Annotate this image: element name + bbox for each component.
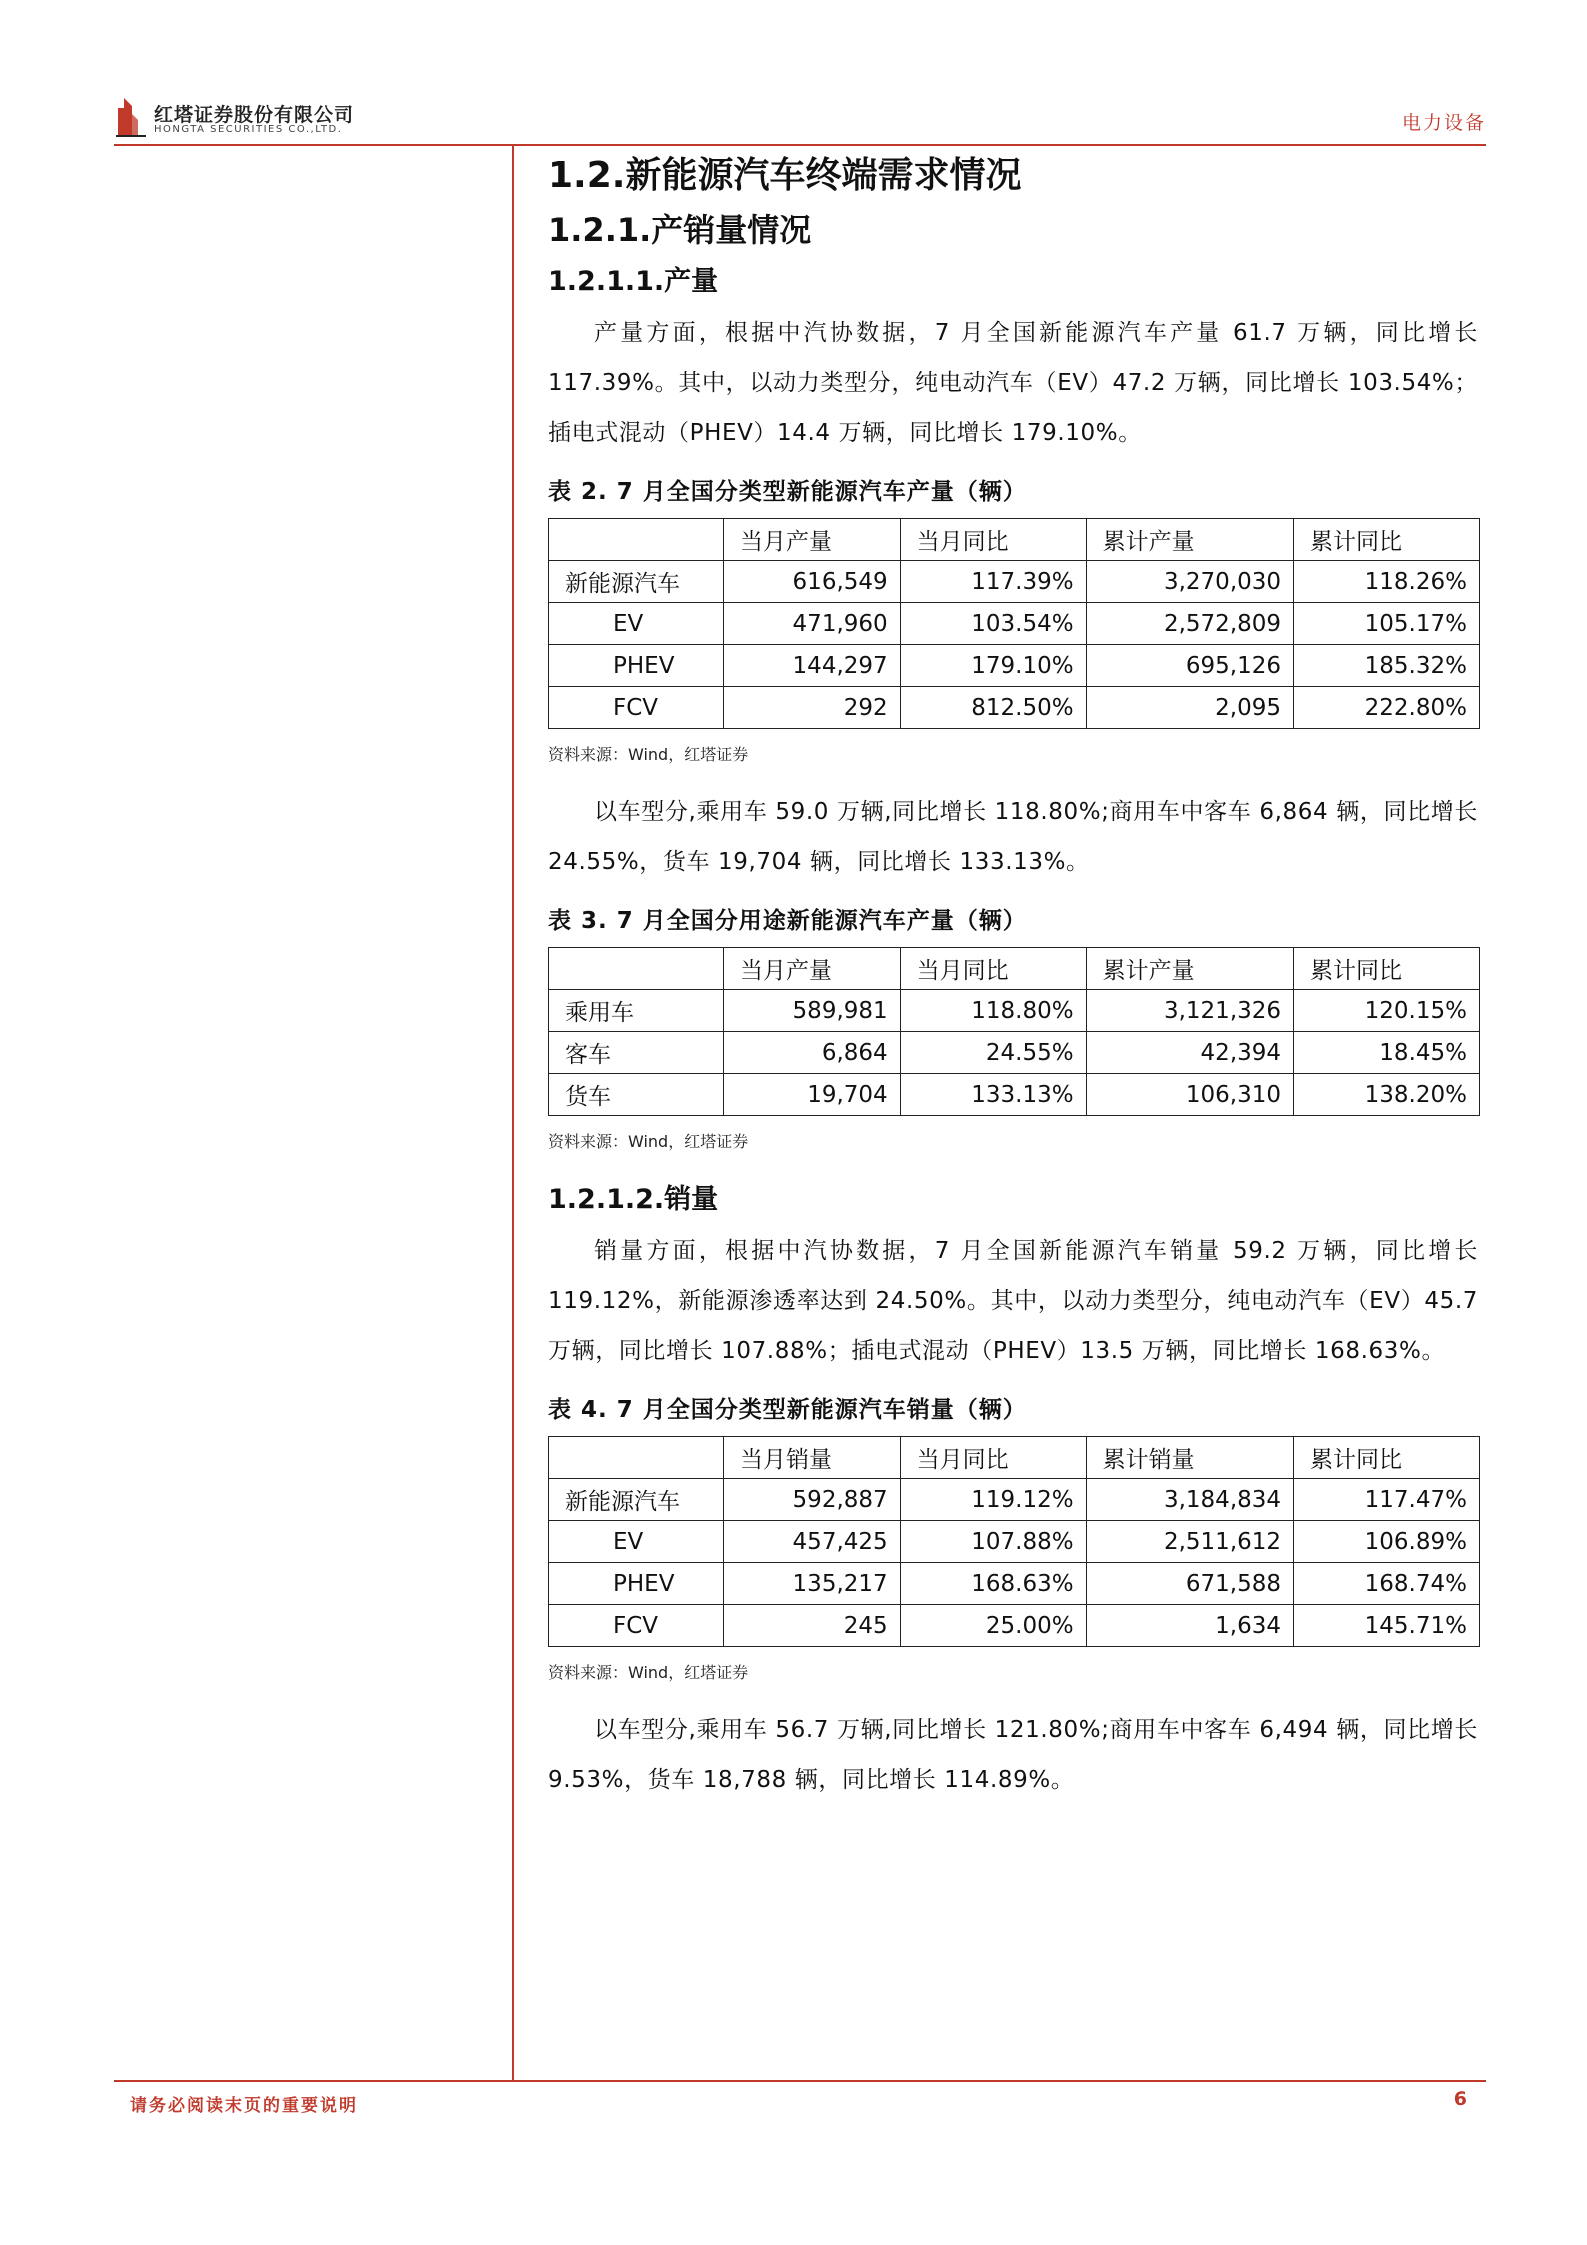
table-cell: 1,634: [1086, 1605, 1293, 1647]
table-cell: 19,704: [724, 1074, 901, 1116]
table-cell: 457,425: [724, 1521, 901, 1563]
table-row: [549, 1074, 1480, 1116]
table-cell: 168.63%: [900, 1563, 1086, 1605]
table-header-cell: [549, 1437, 724, 1479]
table-cell: 168.74%: [1294, 1563, 1480, 1605]
table-header-cell: 当月产量: [724, 948, 901, 990]
table-header-cell: [549, 948, 724, 990]
table-row: [549, 687, 1480, 729]
table2-source: 资料来源：Wind，红塔证券: [548, 745, 749, 764]
table-cell: 2,095: [1086, 687, 1293, 729]
table-header-cell: 当月同比: [900, 1437, 1086, 1479]
table-cell: 118.80%: [900, 990, 1086, 1032]
table-cell: 671,588: [1086, 1563, 1293, 1605]
table-cell: 592,887: [724, 1479, 901, 1521]
hongta-logo-icon: [114, 94, 148, 138]
row-label: FCV: [549, 1605, 724, 1647]
page-header: [114, 90, 1486, 142]
table-cell: 133.13%: [900, 1074, 1086, 1116]
table-header-cell: 当月同比: [900, 948, 1086, 990]
table-cell: 812.50%: [900, 687, 1086, 729]
sales-intro-paragraph: 销量方面，根据中汽协数据，7 月全国新能源汽车销量 59.2 万辆，同比增长 119.12%，新能源渗透率达到 24.50%。其中，以动力类型分，纯电动汽车（EV）45.7 万辆，同比增长 107.88%；插电式混动（PHEV）13.5 万辆，同比增长 168.63%。: [548, 1238, 1478, 1364]
table-header-cell: 累计销量: [1086, 1437, 1293, 1479]
production-heading: 1.2.1.1.产量: [548, 266, 719, 297]
table3-source: 资料来源：Wind，红塔证券: [548, 1132, 749, 1151]
table-row: [549, 603, 1480, 645]
table-header-cell: 累计同比: [1294, 1437, 1480, 1479]
row-label: 货车: [549, 1074, 724, 1116]
table-cell: 103.54%: [900, 603, 1086, 645]
table-cell: 107.88%: [900, 1521, 1086, 1563]
table-header-row: [549, 519, 1480, 561]
table-cell: 616,549: [724, 561, 901, 603]
production-by-use-paragraph: 以车型分,乘用车 59.0 万辆,同比增长 118.80%;商用车中客车 6,864 辆，同比增长 24.55%，货车 19,704 辆，同比增长 133.13%。: [548, 799, 1478, 875]
main-content: [548, 148, 1478, 1805]
sales-heading: 1.2.1.2.销量: [548, 1184, 719, 1215]
row-label: 新能源汽车: [549, 561, 724, 603]
table-cell: 185.32%: [1294, 645, 1480, 687]
table-cell: 179.10%: [900, 645, 1086, 687]
table-header-cell: 累计产量: [1086, 948, 1293, 990]
table-cell: 135,217: [724, 1563, 901, 1605]
table4-caption: 表 4. 7 月全国分类型新能源汽车销量（辆）: [548, 1397, 1027, 1423]
table-row: [549, 1521, 1480, 1563]
table-header-cell: [549, 519, 724, 561]
subsection-heading: 1.2.1.产销量情况: [548, 211, 812, 249]
row-label: EV: [549, 603, 724, 645]
row-label: 新能源汽车: [549, 1479, 724, 1521]
table-row: [549, 990, 1480, 1032]
table3-caption: 表 3. 7 月全国分用途新能源汽车产量（辆）: [548, 908, 1027, 934]
row-label: EV: [549, 1521, 724, 1563]
row-label: 乘用车: [549, 990, 724, 1032]
table-cell: 24.55%: [900, 1032, 1086, 1074]
table-cell: 695,126: [1086, 645, 1293, 687]
table-header-cell: 当月产量: [724, 519, 901, 561]
production-intro-paragraph: 产量方面，根据中汽协数据，7 月全国新能源汽车产量 61.7 万辆，同比增长 117.39%。其中，以动力类型分，纯电动汽车（EV）47.2 万辆，同比增长 103.54%；插电式混动（PHEV）14.4 万辆，同比增长 179.10%。: [548, 320, 1478, 446]
table-header-cell: 累计同比: [1294, 948, 1480, 990]
table-cell: 222.80%: [1294, 687, 1480, 729]
table-cell: 144,297: [724, 645, 901, 687]
table-cell: 106.89%: [1294, 1521, 1480, 1563]
left-margin-line: [512, 146, 514, 2080]
table-cell: 471,960: [724, 603, 901, 645]
table3-production-by-use: [548, 947, 1480, 1116]
table-row: [549, 645, 1480, 687]
table-cell: 120.15%: [1294, 990, 1480, 1032]
table-cell: 119.12%: [900, 1479, 1086, 1521]
table-header-cell: 累计产量: [1086, 519, 1293, 561]
table-row: [549, 561, 1480, 603]
table2-caption: 表 2. 7 月全国分类型新能源汽车产量（辆）: [548, 479, 1027, 505]
table-cell: 3,121,326: [1086, 990, 1293, 1032]
page-number: 6: [1453, 2088, 1467, 2110]
table-row: [549, 1563, 1480, 1605]
table-cell: 105.17%: [1294, 603, 1480, 645]
table-cell: 2,572,809: [1086, 603, 1293, 645]
section-heading: 1.2.新能源汽车终端需求情况: [548, 155, 1022, 196]
table-cell: 6,864: [724, 1032, 901, 1074]
table-cell: 145.71%: [1294, 1605, 1480, 1647]
footer-divider: [114, 2080, 1486, 2082]
table-row: [549, 1479, 1480, 1521]
table-header-cell: 累计同比: [1294, 519, 1480, 561]
table-row: [549, 1605, 1480, 1647]
table2-production-by-type: [548, 518, 1480, 729]
table4-source: 资料来源：Wind，红塔证券: [548, 1663, 749, 1682]
sales-by-use-paragraph: 以车型分,乘用车 56.7 万辆,同比增长 121.80%;商用车中客车 6,494 辆，同比增长 9.53%，货车 18,788 辆，同比增长 114.89%。: [548, 1717, 1478, 1793]
header-divider: [114, 144, 1486, 146]
table-cell: 138.20%: [1294, 1074, 1480, 1116]
table-header-cell: 当月同比: [900, 519, 1086, 561]
table-cell: 3,270,030: [1086, 561, 1293, 603]
table-cell: 117.39%: [900, 561, 1086, 603]
table-cell: 106,310: [1086, 1074, 1293, 1116]
table-cell: 2,511,612: [1086, 1521, 1293, 1563]
company-logo: [114, 90, 394, 142]
disclaimer-note: 请务必阅读末页的重要说明: [130, 2096, 358, 2116]
row-label: FCV: [549, 687, 724, 729]
table-cell: 18.45%: [1294, 1032, 1480, 1074]
row-label: PHEV: [549, 645, 724, 687]
table-row: [549, 1032, 1480, 1074]
row-label: 客车: [549, 1032, 724, 1074]
table-header-cell: 当月销量: [724, 1437, 901, 1479]
row-label: PHEV: [549, 1563, 724, 1605]
table-cell: 589,981: [724, 990, 901, 1032]
table-header-row: [549, 948, 1480, 990]
table-cell: 292: [724, 687, 901, 729]
table-cell: 118.26%: [1294, 561, 1480, 603]
table-cell: 117.47%: [1294, 1479, 1480, 1521]
table-cell: 245: [724, 1605, 901, 1647]
company-name-cn: 红塔证券股份有限公司: [154, 104, 355, 126]
company-name-en: HONGTA SECURITIES CO.,LTD.: [154, 124, 343, 135]
table-header-row: [549, 1437, 1480, 1479]
report-category: 电力设备: [1401, 112, 1486, 134]
table-cell: 25.00%: [900, 1605, 1086, 1647]
table-cell: 3,184,834: [1086, 1479, 1293, 1521]
table4-sales-by-type: [548, 1436, 1480, 1647]
table-cell: 42,394: [1086, 1032, 1293, 1074]
